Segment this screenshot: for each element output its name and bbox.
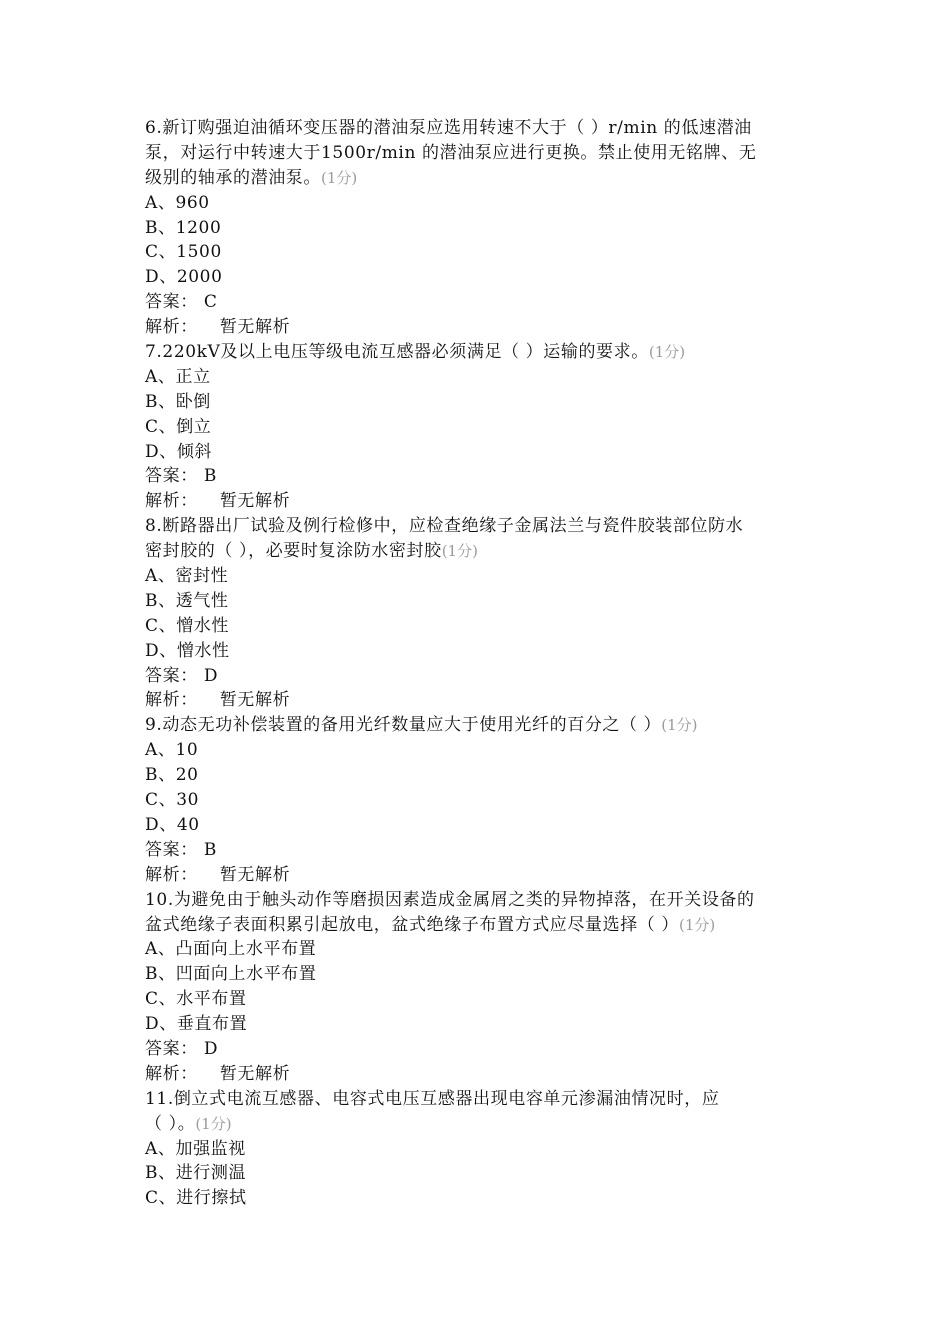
answer-label: 答案： [145, 839, 198, 860]
question-stem-line: 6.新订购强迫油循环变压器的潜油泵应选用转速不大于（ ）r/min 的低速潜油 [145, 118, 752, 138]
option-d: D、40 [145, 814, 200, 835]
analysis-value: 暂无解析 [219, 317, 291, 338]
option-d: D、2000 [145, 267, 223, 288]
option-a: A、960 [145, 192, 210, 213]
option-d: D、垂直布置 [145, 1014, 248, 1035]
question-stem-line: 8.断路器出厂试验及例行检修中，应检查绝缘子金属法兰与瓷件胶装部位防水 [145, 516, 744, 537]
answer-label: 答案： [145, 665, 198, 686]
question-stem-line: 10.为避免由于触头动作等磨损因素造成金属屑之类的异物掉落，在开关设备的 [145, 889, 755, 910]
score-label: (1分) [661, 716, 698, 735]
analysis-label: 解析： [145, 1063, 198, 1084]
option-a: A、凸面向上水平布置 [145, 939, 317, 960]
option-a: A、密封性 [145, 566, 229, 587]
answer-value: B [203, 839, 217, 860]
option-b: B、透气性 [145, 590, 229, 611]
option-c: C、进行擦拭 [145, 1188, 247, 1209]
question-stem-line: 级别的轴承的潜油泵。 [145, 167, 321, 188]
question-7 [145, 340, 815, 514]
score-label: (1分) [195, 1114, 232, 1133]
option-b: B、进行测温 [145, 1163, 247, 1184]
analysis-value: 暂无解析 [219, 864, 291, 885]
analysis-label: 解析： [145, 317, 198, 338]
question-stem-line: 7.220kV及以上电压等级电流互感器必须满足（ ）运输的要求。 [145, 342, 649, 363]
analysis-value: 暂无解析 [219, 1063, 291, 1084]
option-c: C、30 [145, 790, 200, 811]
question-stem-line: 盆式绝缘子表面积累引起放电，盆式绝缘子布置方式应尽量选择（ ） [145, 914, 680, 935]
answer-label: 答案： [145, 1038, 198, 1059]
answer-value: B [203, 466, 217, 487]
option-a: A、10 [145, 740, 199, 761]
option-a: A、加强监视 [145, 1138, 246, 1159]
score-label: (1分) [679, 915, 716, 934]
score-label: (1分) [648, 343, 686, 362]
analysis-label: 解析： [145, 690, 198, 711]
score-label: (1分) [441, 542, 478, 561]
option-a: A、正立 [145, 366, 211, 387]
question-11 [145, 1087, 815, 1211]
option-b: B、卧倒 [145, 391, 211, 412]
option-c: C、倒立 [145, 416, 212, 437]
answer-label: 答案： [145, 292, 198, 313]
question-6 [145, 116, 815, 340]
question-stem-line: 泵，对运行中转速大于1500r/min 的潜油泵应进行更换。禁止使用无铭牌、无 [145, 142, 757, 163]
option-c: C、水平布置 [145, 989, 247, 1010]
answer-value: C [203, 292, 218, 313]
option-c: C、憎水性 [145, 615, 230, 636]
option-b: B、1200 [145, 217, 222, 238]
question-stem-line: 9.动态无功补偿装置的备用光纤数量应大于使用光纤的百分之（ ） [145, 715, 662, 736]
option-b: B、20 [145, 765, 199, 786]
question-stem-line: （ ）。 [145, 1113, 196, 1134]
answer-value: D [203, 1038, 219, 1059]
option-d: D、倾斜 [145, 441, 213, 462]
question-8 [145, 514, 815, 713]
question-stem-line: 11.倒立式电流互感器、电容式电压互感器出现电容单元渗漏油情况时，应 [145, 1088, 720, 1109]
answer-value: D [203, 665, 219, 686]
answer-label: 答案： [145, 466, 198, 487]
analysis-label: 解析： [145, 864, 198, 885]
document-page [145, 116, 815, 1211]
question-10 [145, 888, 815, 1087]
question-stem-line: 密封胶的（ ），必要时复涂防水密封胶 [145, 541, 442, 562]
analysis-value: 暂无解析 [219, 690, 291, 711]
question-9 [145, 713, 815, 887]
analysis-value: 暂无解析 [219, 491, 291, 512]
option-b: B、凹面向上水平布置 [145, 964, 317, 985]
option-d: D、憎水性 [145, 640, 230, 661]
analysis-label: 解析： [145, 491, 198, 512]
score-label: (1分) [321, 168, 358, 187]
option-c: C、1500 [145, 242, 222, 263]
